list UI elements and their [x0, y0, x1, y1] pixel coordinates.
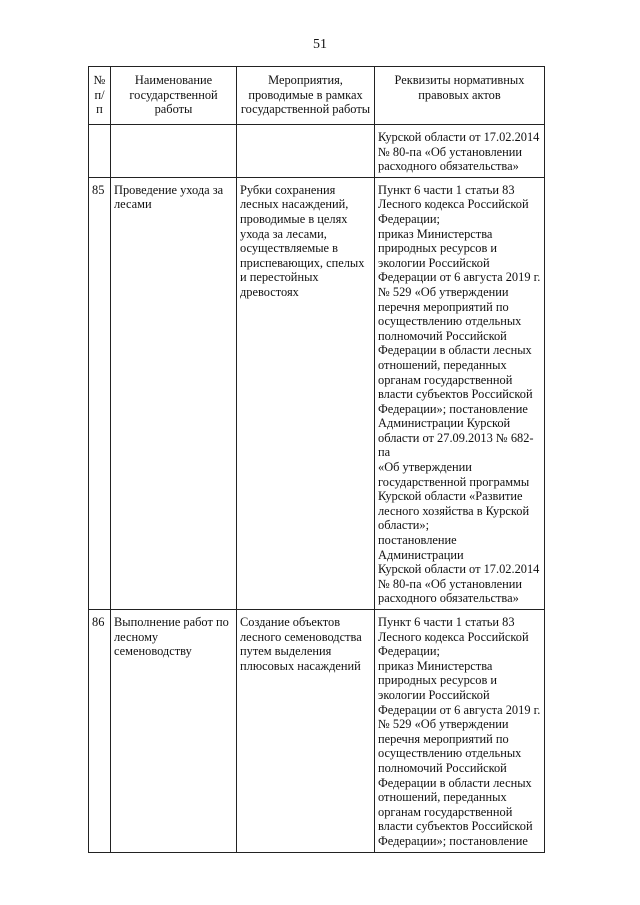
row-number-cell [89, 125, 111, 178]
row-number-cell: 85 [89, 177, 111, 609]
requisites-cell: Пункт 6 части 1 статьи 83 Лесного кодекса Российской Федерации; приказ Министерства природных ресурсов и экологии Российской Федерации от 6 августа 2019 г. № 529 «Об утверждении перечня мероприятий по осуществлению отдельных полномочий Российской Федерации в области лесных отношений, переданных органам государственной власти субъектов Российской Федерации»; постановление [375, 610, 545, 853]
legal-acts-table [88, 66, 545, 853]
activity-cell: Рубки сохранения лесных насаждений, проводимые в целях ухода за лесами, осуществляемые в приспевающих, спелых и перестойных древостоях [237, 177, 375, 609]
work-name-cell [111, 125, 237, 178]
header-work-name: Наименование государственной работы [111, 67, 237, 125]
work-name-cell: Проведение ухода за лесами [111, 177, 237, 609]
requisites-cell: Пункт 6 части 1 статьи 83 Лесного кодекса Российской Федерации; приказ Министерства природных ресурсов и экологии Российской Федерации от 6 августа 2019 г. № 529 «Об утверждении перечня мероприятий по осуществлению отдельных полномочий Российской Федерации в области лесных отношений, переданных органам государственной власти субъектов Российской Федерации»; постановление Администрации Курской области от 27.09.2013 № 682-па «Об утверждении государственной программы Курской области «Развитие лесного хозяйства в Курской области»; постановление Администрации Курской области от 17.02.2014 № 80-па «Об установлении расходного обязательства» [375, 177, 545, 609]
requisites-cell: Курской области от 17.02.2014 № 80-па «Об установлении расходного обязательства» [375, 125, 545, 178]
activity-cell [237, 125, 375, 178]
row-number-cell: 86 [89, 610, 111, 853]
activity-cell: Создание объектов лесного семеноводства путем выделения плюсовых насаждений [237, 610, 375, 853]
page-number: 51 [313, 37, 327, 52]
header-number: № п/п [89, 67, 111, 125]
work-name-cell: Выполнение работ по лесному семеноводству [111, 610, 237, 853]
header-legal-requisites: Реквизиты нормативных правовых актов [375, 67, 545, 125]
header-activities: Мероприятия, проводимые в рамках государственной работы [237, 67, 375, 125]
table-header-row [89, 67, 545, 125]
table-row-86 [89, 610, 545, 853]
table-row-85 [89, 177, 545, 609]
table-row-continuation [89, 125, 545, 178]
